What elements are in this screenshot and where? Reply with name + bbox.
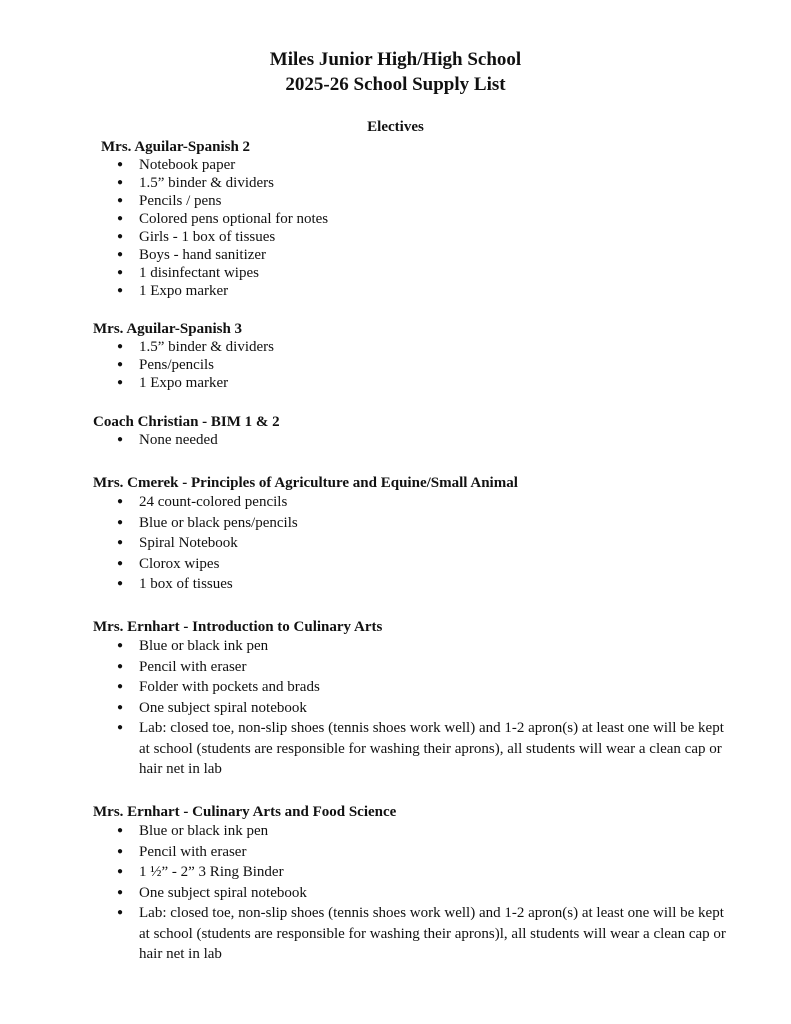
bullet-icon: ● <box>117 434 124 445</box>
list-item: ● Blue or black pens/pencils <box>93 513 733 534</box>
bullet-icon: ● <box>117 177 124 188</box>
section-intro-culinary-arts <box>93 618 733 780</box>
bullet-icon: ● <box>117 231 124 242</box>
section-bim <box>93 413 733 449</box>
bullet-icon: ● <box>117 557 124 569</box>
bullet-icon: ● <box>117 496 124 507</box>
section-spanish-3 <box>93 320 733 392</box>
list-item: ● 1 ½” - 2” 3 Ring Binder <box>93 862 733 883</box>
bullet-icon: ● <box>117 341 124 352</box>
bullet-icon: ● <box>117 722 124 733</box>
list-item: ● One subject spiral notebook <box>93 698 733 719</box>
bullet-icon: ● <box>117 377 124 388</box>
bullet-icon: ● <box>117 249 124 260</box>
section-title: Mrs. Ernhart - Culinary Arts and Food Science <box>93 804 397 820</box>
bullet-icon: ● <box>117 285 124 296</box>
list-item: ● 1 disinfectant wipes <box>117 265 259 281</box>
bullet-icon: ● <box>117 845 124 857</box>
list-item: ● 1.5” binder & dividers <box>117 339 274 355</box>
section-title: Coach Christian - BIM 1 & 2 <box>93 414 280 430</box>
list-item: ● One subject spiral notebook <box>93 883 733 904</box>
school-name: Miles Junior High/High School <box>269 49 522 70</box>
bullet-icon: ● <box>117 578 124 589</box>
bullet-icon: ● <box>117 660 124 672</box>
list-item: ● Lab: closed toe, non-slip shoes (tennis shoes work well) and 1-2 apron(s) at least one will be kept at school (students are responsible for washing their aprons), all students will wear a clean cap or hair net in lab <box>117 720 724 777</box>
section-spanish-2 <box>93 138 733 300</box>
list-item: ● 1.5” binder & dividers <box>117 175 274 191</box>
item-list <box>93 821 733 965</box>
bullet-icon: ● <box>117 537 124 548</box>
bullet-icon: ● <box>117 886 124 898</box>
item-list <box>93 636 733 780</box>
bullet-icon: ● <box>117 825 124 836</box>
list-item: ● Blue or black ink pen <box>93 821 733 842</box>
item-list <box>93 338 733 392</box>
bullet-icon: ● <box>117 267 124 278</box>
list-item: ● Spiral Notebook <box>93 533 733 554</box>
list-item: ● Notebook paper <box>117 157 236 173</box>
section-culinary-food-science <box>93 803 733 965</box>
section-agriculture <box>93 474 733 595</box>
list-item: ● Boys - hand sanitizer <box>117 247 267 263</box>
list-item: ● Pens/pencils <box>117 357 214 373</box>
list-item: ● Clorox wipes <box>93 554 733 575</box>
bullet-icon: ● <box>117 866 124 877</box>
list-item: ● 1 Expo marker <box>117 283 229 299</box>
list-item: ● Pencil with eraser <box>93 842 733 863</box>
bullet-icon: ● <box>117 213 124 224</box>
list-item: ● 24 count-colored pencils <box>93 492 733 513</box>
list-item: ● Lab: closed toe, non-slip shoes (tennis shoes work well) and 1-2 apron(s) at least one will be kept at school (students are responsible for washing their aprons)l, all students will wear a clean cap or hair net in lab <box>117 905 726 962</box>
bullet-icon: ● <box>117 159 124 170</box>
item-list <box>93 431 733 449</box>
list-item: ● 1 Expo marker <box>117 375 229 391</box>
category-heading: Electives <box>367 119 424 135</box>
bullet-icon: ● <box>117 640 124 651</box>
list-item: ● 1 box of tissues <box>93 574 733 595</box>
list-item: ● None needed <box>117 432 218 448</box>
bullet-icon: ● <box>117 195 124 206</box>
list-item: ● Girls - 1 box of tissues <box>117 229 276 245</box>
list-item: ● Blue or black ink pen <box>93 636 733 657</box>
item-list <box>93 492 733 595</box>
bullet-icon: ● <box>117 359 124 370</box>
bullet-icon: ● <box>117 681 124 692</box>
list-item: ● Pencils / pens <box>117 193 222 209</box>
bullet-icon: ● <box>117 516 124 528</box>
bullet-icon: ● <box>117 907 124 918</box>
list-item: ● Folder with pockets and brads <box>93 677 733 698</box>
section-title: Mrs. Aguilar-Spanish 2 <box>101 139 251 155</box>
item-list <box>93 156 733 300</box>
list-item: ● Pencil with eraser <box>93 657 733 678</box>
bullet-icon: ● <box>117 701 124 713</box>
section-title: Mrs. Ernhart - Introduction to Culinary Arts <box>93 619 383 635</box>
list-title: 2025-26 School Supply List <box>285 74 506 95</box>
list-item: ● Colored pens optional for notes <box>117 211 329 227</box>
section-title: Mrs. Aguilar-Spanish 3 <box>93 321 243 337</box>
section-title: Mrs. Cmerek - Principles of Agriculture and Equine/Small Animal <box>93 475 518 491</box>
